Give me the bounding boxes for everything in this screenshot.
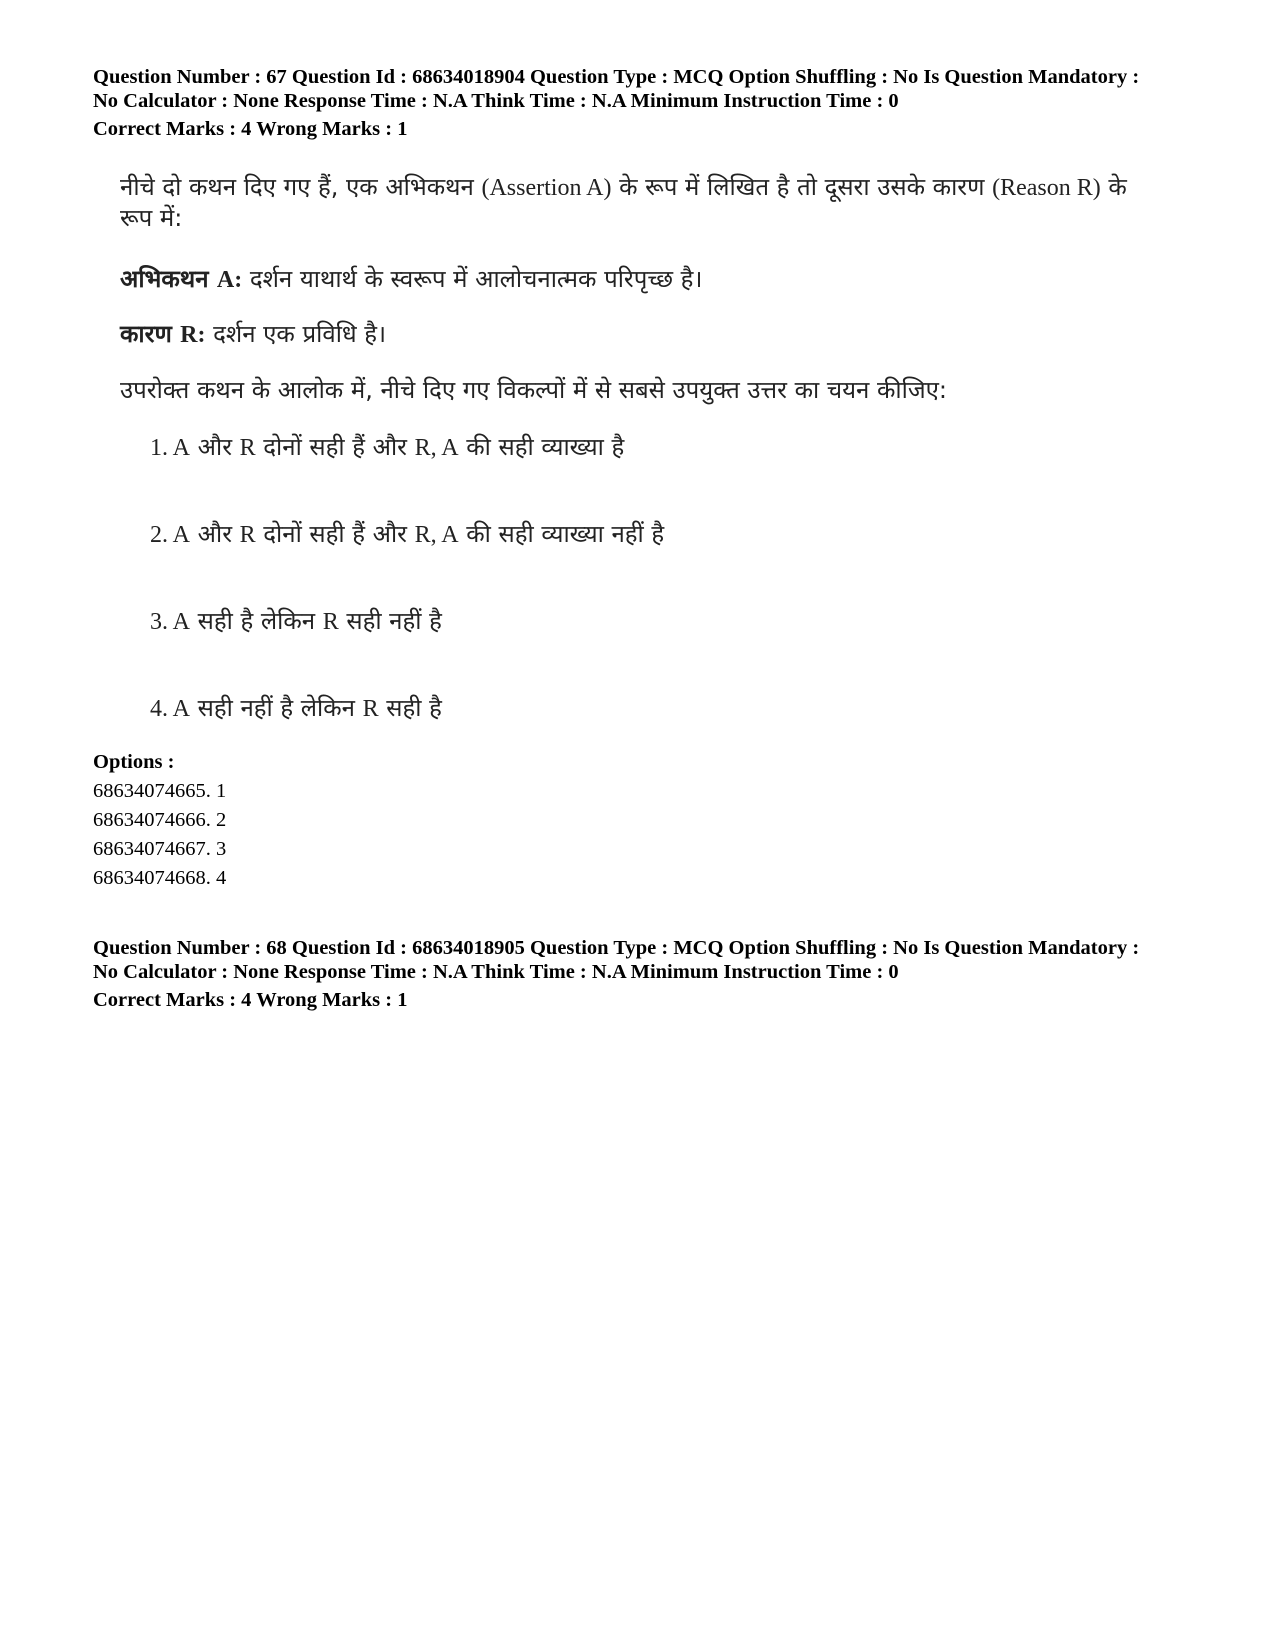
choice-latin: R [239, 522, 256, 548]
choice-text: और [190, 433, 240, 461]
choice-number: 2. A [150, 522, 191, 548]
answer-choice-4 [150, 691, 442, 724]
option-row: 68634074665. 1 [93, 780, 227, 802]
answer-choice-2 [150, 517, 664, 550]
question-68-metadata [93, 936, 1213, 1012]
question-marks: Correct Marks : 4 Wrong Marks : 1 [93, 989, 408, 1011]
choice-text: दोनों सही हैं और [255, 520, 415, 548]
choice-text: सही है [378, 694, 442, 722]
assertion-statement [120, 262, 703, 295]
choice-text: सही नहीं है [338, 607, 442, 635]
choice-text: सही है लेकिन [190, 607, 323, 635]
assertion-text: दर्शन याथार्थ के स्वरूप में आलोचनात्मक परिपृच्छ है। [242, 265, 703, 293]
question-instruction: उपरोक्त कथन के आलोक में, नीचे दिए गए विकल्पों में से सबसे उपयुक्त उत्तर का चयन कीजिए: [120, 376, 947, 404]
reason-label: कारण [120, 320, 181, 348]
intro-text-1: नीचे दो कथन दिए गए हैं, एक अभिकथन [120, 173, 482, 201]
assertion-label: अभिकथन [120, 265, 217, 293]
option-row: 68634074667. 3 [93, 838, 227, 860]
question-67-metadata [93, 65, 1213, 141]
choice-text: दोनों सही हैं और [255, 433, 415, 461]
intro-text-3: के रूप में: [120, 173, 1127, 232]
choice-latin: R [362, 696, 379, 722]
question-meta-line-1: Question Number : 67 Question Id : 68634018904 Question Type : MCQ Option Shuffling : No Is Question Mandatory : [93, 66, 1140, 88]
choice-latin: R [239, 435, 256, 461]
question-meta-line-2: No Calculator : None Response Time : N.A Think Time : N.A Minimum Instruction Time : 0 [93, 961, 899, 983]
choice-latin: R, A [414, 435, 459, 461]
reason-text: दर्शन एक प्रविधि है। [205, 320, 387, 348]
option-row: 68634074668. 4 [93, 867, 227, 889]
answer-choice-1 [150, 430, 624, 463]
question-meta-line-1: Question Number : 68 Question Id : 68634018905 Question Type : MCQ Option Shuffling : No Is Question Mandatory : [93, 937, 1140, 959]
choice-text: और [190, 520, 240, 548]
question-intro [120, 172, 1160, 233]
choice-text: सही नहीं है लेकिन [190, 694, 363, 722]
reason-statement [120, 317, 386, 350]
choice-latin: R, A [414, 522, 459, 548]
choice-number: 3. A [150, 609, 191, 635]
choice-latin: R [322, 609, 339, 635]
choice-text: की सही व्याख्या है [458, 433, 625, 461]
question-67-body [120, 172, 1160, 722]
options-heading: Options : [93, 751, 175, 773]
choice-text: की सही व्याख्या नहीं है [458, 520, 665, 548]
choice-number: 4. A [150, 696, 191, 722]
options-list [93, 748, 226, 893]
option-row: 68634074666. 2 [93, 809, 227, 831]
reason-label-latin: R: [180, 322, 206, 348]
answer-choice-3 [150, 604, 442, 637]
assertion-label-latin: A: [216, 267, 243, 293]
question-marks: Correct Marks : 4 Wrong Marks : 1 [93, 118, 408, 140]
question-meta-line-2: No Calculator : None Response Time : N.A Think Time : N.A Minimum Instruction Time : 0 [93, 90, 899, 112]
intro-reason-term: (Reason R) [992, 175, 1101, 201]
intro-assertion-term: (Assertion A) [481, 175, 612, 201]
intro-text-2: के रूप में लिखित है तो दूसरा उसके कारण [611, 173, 993, 201]
choice-number: 1. A [150, 435, 191, 461]
